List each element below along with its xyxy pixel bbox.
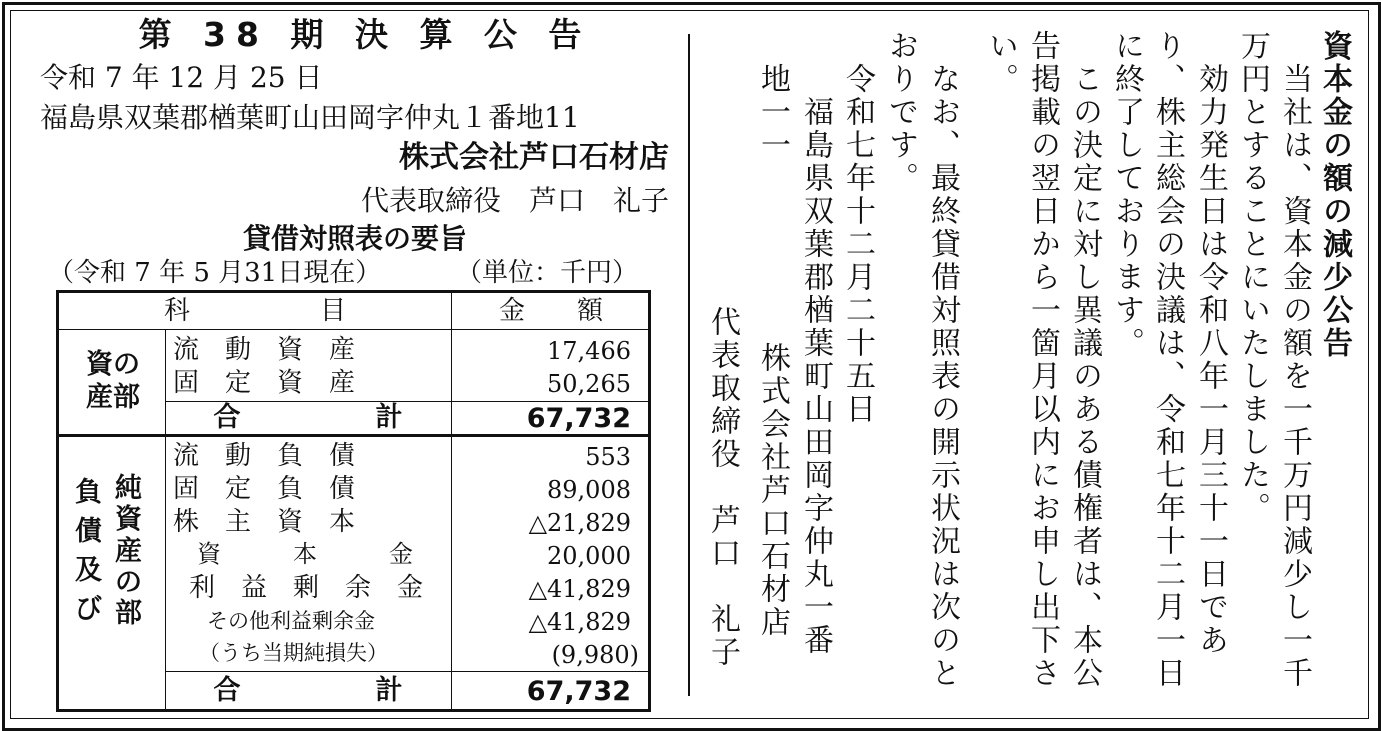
settlement-title: 第 38 期 決 算 公 告 xyxy=(138,15,592,54)
section-rule xyxy=(59,434,648,437)
liabilities-total-label: 合 計 xyxy=(213,675,403,706)
notice-address-cont: 地一一 xyxy=(755,30,790,162)
asset-item: 固 定 資 産 xyxy=(173,368,356,398)
balance-sheet-title: 貸借対照表の要旨 xyxy=(242,222,467,255)
notice-date: 令和 7 年 12 月 25 日 xyxy=(40,61,323,94)
notice-address-vertical: 福島県双葉郡楢葉町山田岡字仲丸一番 xyxy=(798,30,833,657)
notice-column: この決定に対し異議のある債権者は、本公 xyxy=(1067,30,1102,690)
unit-label: （単位：千円） xyxy=(456,258,639,288)
liability-item: その他利益剰余金 xyxy=(207,609,375,633)
asset-item: 流 動 資 産 xyxy=(173,335,356,365)
liabilities-category-left: 負 債 及 び xyxy=(75,477,102,626)
liability-value: 89,008 xyxy=(547,476,631,504)
liability-item: 固 定 負 債 xyxy=(173,474,356,504)
notice-column: い。 xyxy=(983,30,1018,96)
liability-value: 20,000 xyxy=(547,542,631,570)
notice-column: に終了しております。 xyxy=(1109,30,1144,360)
header-item: 科 目 xyxy=(163,296,346,326)
liability-item: 資 本 金 xyxy=(197,540,413,568)
notice-column: 告掲載の翌日から一箇月以内にお申し出下さ xyxy=(1025,30,1060,690)
amount-column-rule xyxy=(451,293,452,709)
center-divider xyxy=(688,34,690,696)
notice-column: 効力発生日は令和八年一月三十一日であ xyxy=(1193,30,1228,657)
notice-column: 当社は、資本金の額を一千万円減少し一千 xyxy=(1277,30,1312,690)
liability-value: 553 xyxy=(585,443,631,471)
liab-total-rule xyxy=(165,671,648,672)
assets-total-label: 合 計 xyxy=(213,402,403,433)
representative: 代表取締役 芦口 礼子 xyxy=(360,184,669,217)
header-rule xyxy=(59,329,648,330)
balance-sheet-table xyxy=(56,290,651,712)
notice-date-vertical: 令和七年十二月二十五日 xyxy=(840,30,875,426)
assets-category: 資の 産部 xyxy=(86,349,140,413)
liability-item: 利 益 剰 余 金 xyxy=(189,573,424,603)
liability-value: △41,829 xyxy=(528,608,631,636)
notice-column: り、株主総会の決議は、令和七年十二月一日 xyxy=(1150,30,1185,690)
liability-value: △41,829 xyxy=(528,575,631,603)
liabilities-category-right: 純 資 産 の 部 xyxy=(115,473,142,630)
notice-column: なお、最終貸借対照表の開示状況は次のと xyxy=(925,30,960,690)
liability-item: 株 主 資 本 xyxy=(173,507,356,537)
liabilities-total-value: 67,732 xyxy=(526,676,631,707)
notice-column: おりです。 xyxy=(883,30,918,195)
notice-column: 万円とすることにいたしました。 xyxy=(1235,30,1270,525)
notice-representative-vertical: 代表取締役 芦口 礼子 xyxy=(705,240,740,669)
as-of-date: （令和 7 年 5 月31日現在） xyxy=(48,258,382,288)
company-address: 福島県双葉郡楢葉町山田岡字仲丸１番地11 xyxy=(40,101,580,134)
header-amount: 金 額 xyxy=(498,296,603,326)
liability-item: （うち当期純損失） xyxy=(199,641,388,665)
company-name: 株式会社芦口石材店 xyxy=(399,140,669,175)
notice-company-vertical: 株式会社芦口石材店 xyxy=(755,210,790,639)
asset-value: 50,265 xyxy=(547,370,631,398)
liability-value: △21,829 xyxy=(528,509,631,537)
liability-value: (9,980) xyxy=(551,641,639,669)
notice-heading: 資本金の額の減少公告 xyxy=(1317,30,1352,360)
asset-value: 17,466 xyxy=(547,337,631,365)
liability-item: 流 動 負 債 xyxy=(173,441,356,471)
category-column-rule xyxy=(165,329,166,709)
assets-total-value: 67,732 xyxy=(526,403,631,434)
